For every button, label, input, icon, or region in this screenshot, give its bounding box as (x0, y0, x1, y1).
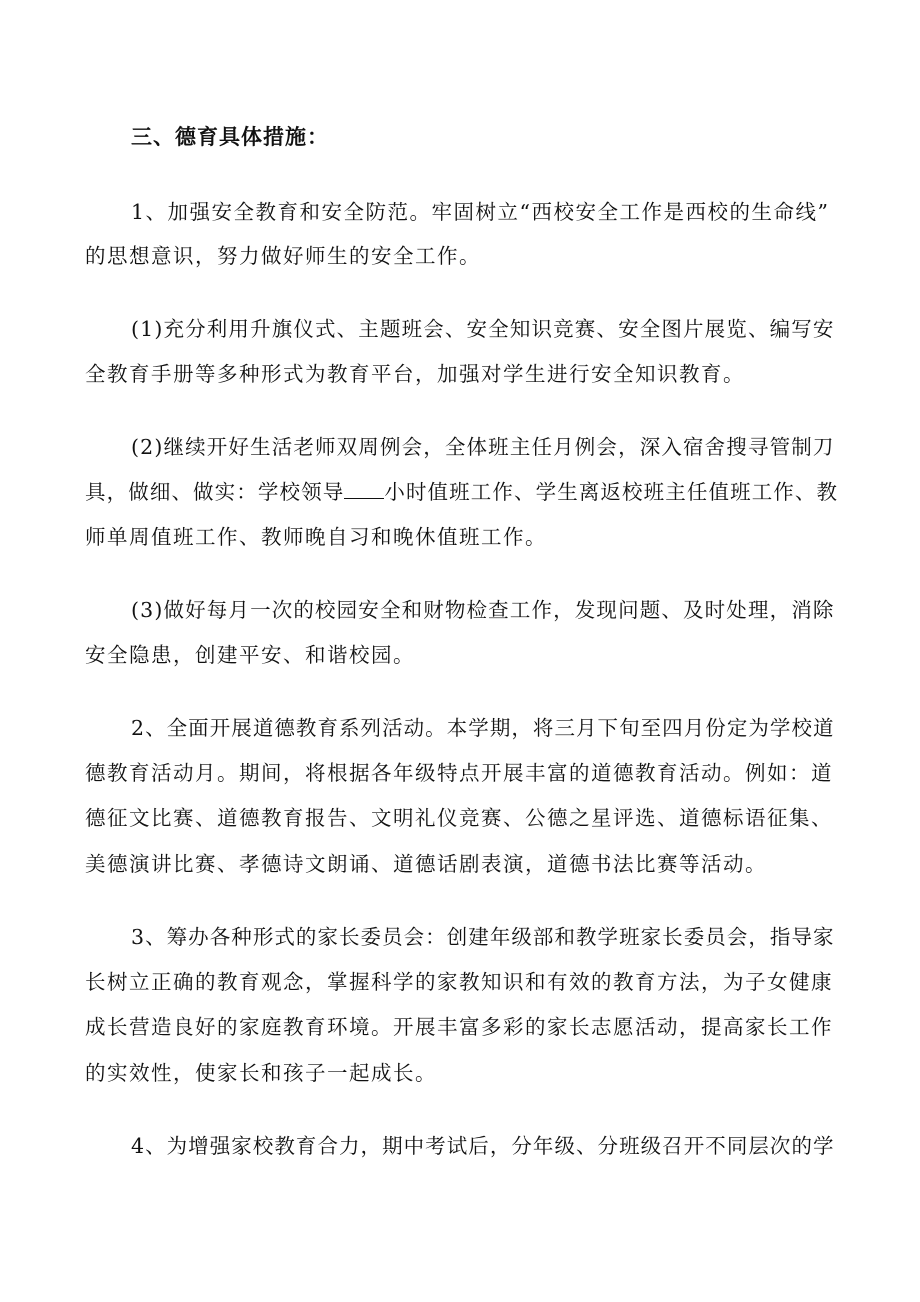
paragraph-4-line-2: 安全隐患，创建平安、和谐校园。 (85, 643, 415, 667)
paragraph-1-line-2: 的思想意识，努力做好师生的安全工作。 (85, 244, 481, 268)
paragraph-6-line-1: 3、筹办各种形式的家长委员会：创建年级部和教学班家长委员会，指导家 (131, 925, 835, 949)
paragraph-5-line-3: 德征文比赛、道德教育报告、文明礼仪竞赛、公德之星评选、道德标语征集、 (85, 806, 833, 830)
fill-in-blank (344, 480, 384, 499)
paragraph-2-line-1: (1)充分利用升旗仪式、主题班会、安全知识竞赛、安全图片展览、编写安 (131, 317, 835, 341)
paragraph-3-line-2 (85, 476, 838, 508)
paragraph-3-line-2-part-b: 小时值班工作、学生离返校班主任值班工作、教 (384, 480, 839, 504)
paragraph-6-line-4: 的实效性，使家长和孩子一起成长。 (85, 1061, 437, 1085)
paragraph-3-line-2-part-a: 具，做细、做实：学校领导 (85, 480, 345, 504)
paragraph-6-line-3: 成长营造良好的家庭教育环境。开展丰富多彩的家长志愿活动，提高家长工作 (85, 1015, 833, 1039)
paragraph-1-line-1: 1、加强安全教育和安全防范。牢固树立“西校安全工作是西校的生命线” (131, 200, 830, 224)
paragraph-5-line-4: 美德演讲比赛、孝德诗文朗诵、道德话剧表演，道德书法比赛等活动。 (85, 852, 767, 876)
paragraph-4-line-1: (3)做好每月一次的校园安全和财物检查工作，发现问题、及时处理，消除 (131, 598, 835, 622)
paragraph-5-line-1: 2、全面开展道德教育系列活动。本学期，将三月下旬至四月份定为学校道 (131, 716, 835, 740)
paragraph-6-line-2: 长树立正确的教育观念，掌握科学的家教知识和有效的教育方法，为子女健康 (85, 970, 833, 994)
paragraph-3-line-3: 师单周值班工作、教师晚自习和晚休值班工作。 (85, 525, 547, 549)
paragraph-2-line-2: 全教育手册等多种形式为教育平台，加强对学生进行安全知识教育。 (85, 362, 745, 386)
paragraph-3-line-1: (2)继续开好生活老师双周例会，全体班主任月例会，深入宿舍搜寻管制刀 (131, 435, 835, 459)
paragraph-5-line-2: 德教育活动月。期间，将根据各年级特点开展丰富的道德教育活动。例如：道 (85, 761, 833, 785)
paragraph-7-line-1: 4、为增强家校教育合力，期中考试后，分年级、分班级召开不同层次的学 (131, 1134, 835, 1158)
section-heading: 三、德育具体措施： (131, 124, 329, 149)
